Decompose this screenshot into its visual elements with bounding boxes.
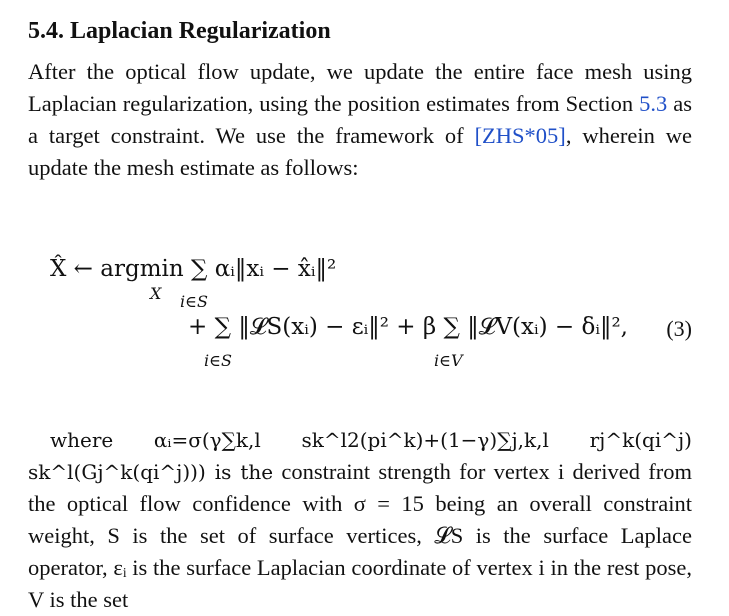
paragraph-intro-text-2: as a target constraint. We use the framework of <box>28 91 692 148</box>
paragraph-intro-text-3: , wherein we update the mesh estimate as follows: <box>28 123 693 180</box>
paragraph-intro-text-1: After the optical flow update, we update the entire face mesh using Laplacian regularization, using the position estimates from Section <box>28 59 692 116</box>
section-reference-link[interactable]: 5.3 <box>639 91 668 116</box>
paragraph-definitions-text: constraint strength for vertex i derived from the optical flow confidence with σ = 15 being an overall constraint weight, S is the set of surface vertices, 𝓛S is the surface Laplace operator, εᵢ is the surface Laplacian coordinate of vertex i in the rest pose, V is the set <box>28 459 692 612</box>
sum-index-1: i∈S <box>180 292 208 311</box>
equation-number: (3) <box>666 316 692 341</box>
equation-lhs: X̂ ← argmin <box>50 256 184 282</box>
paragraph-definitions <box>28 424 692 616</box>
citation-link[interactable]: [ZHS*05] <box>474 123 566 148</box>
argmin-subscript: X <box>150 284 162 303</box>
alpha-definition: where αᵢ=σ(γ∑k,l sk^l2(pi^k)+(1−γ)∑j,k,l rj^k(qi^j) sk^l(Gj^k(qi^j))) is the <box>28 428 692 484</box>
equation-line-2 <box>188 314 628 340</box>
paper-page <box>28 16 692 616</box>
equation-sum-term-1: ∑ αᵢ‖xᵢ − x̂ᵢ‖² <box>191 256 337 282</box>
section-title: 5.4. Laplacian Regularization <box>28 18 331 44</box>
equation-line-1 <box>50 256 336 282</box>
equation-3 <box>28 256 692 406</box>
equation-regularization-terms: + ∑ ‖𝓛S(xᵢ) − εᵢ‖² + β ∑ ‖𝓛V(xᵢ) − δᵢ‖², <box>188 314 628 340</box>
paragraph-intro <box>28 56 692 184</box>
sum-index-2: i∈S <box>204 351 232 370</box>
sum-index-3: i∈V <box>434 351 463 370</box>
